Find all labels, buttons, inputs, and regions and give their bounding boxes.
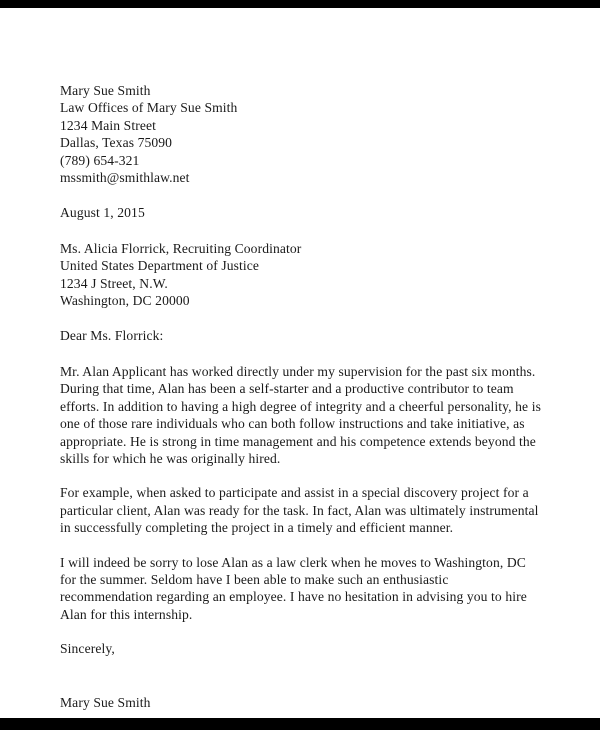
sender-name: Mary Sue Smith: [60, 83, 151, 98]
recipient-block: [60, 240, 542, 310]
top-border-bar: [0, 0, 600, 8]
letter-date: August 1, 2015: [60, 205, 145, 221]
sender-city: Dallas, Texas 75090: [60, 135, 173, 151]
sender-block: [60, 82, 542, 186]
body-paragraph-2: For example, when asked to participate and assist in a special discovery project for a particular client, Alan was ready for the task. In fact, Alan was ultimately instrumental in successfully completing the project in a timely and efficient manner.: [60, 485, 539, 536]
body-paragraph-3: I will indeed be sorry to lose Alan as a law clerk when he moves to Washington, DC for the summer. Seldom have I been able to make such an enthusiastic recommendation regarding an employee. I have no hesitation in advising you to hire Alan for this internship.: [60, 554, 527, 622]
sender-email: mssmith@smithlaw.net: [60, 170, 190, 186]
body-paragraph-1: Mr. Alan Applicant has worked directly under my supervision for the past six months. During that time, Alan has been a self-starter and a productive contributor to team efforts. In addition to having a high degree of integrity and a cheerful personality, he is one of those rare individuals who can both follow instructions and take initiative, as appropriate. He is strong in time management and his competence extends beyond the skills for which he was originally hired.: [60, 363, 541, 466]
recipient-street: 1234 J Street, N.W.: [60, 275, 168, 291]
sender-firm: Law Offices of Mary Sue Smith: [60, 100, 238, 116]
closing: Sincerely,: [60, 641, 115, 657]
salutation: Dear Ms. Florrick:: [60, 328, 164, 344]
sender-street: 1234 Main Street: [60, 117, 156, 133]
letter-content: [60, 82, 542, 711]
sender-phone: (789) 654-321: [60, 152, 140, 168]
signature-name: Mary Sue Smith: [60, 694, 151, 710]
recipient-city: Washington, DC 20000: [60, 293, 190, 309]
bottom-border-bar: [0, 718, 600, 730]
recipient-name: Ms. Alicia Florrick, Recruiting Coordinator: [60, 240, 302, 256]
recipient-org: United States Department of Justice: [60, 258, 260, 274]
